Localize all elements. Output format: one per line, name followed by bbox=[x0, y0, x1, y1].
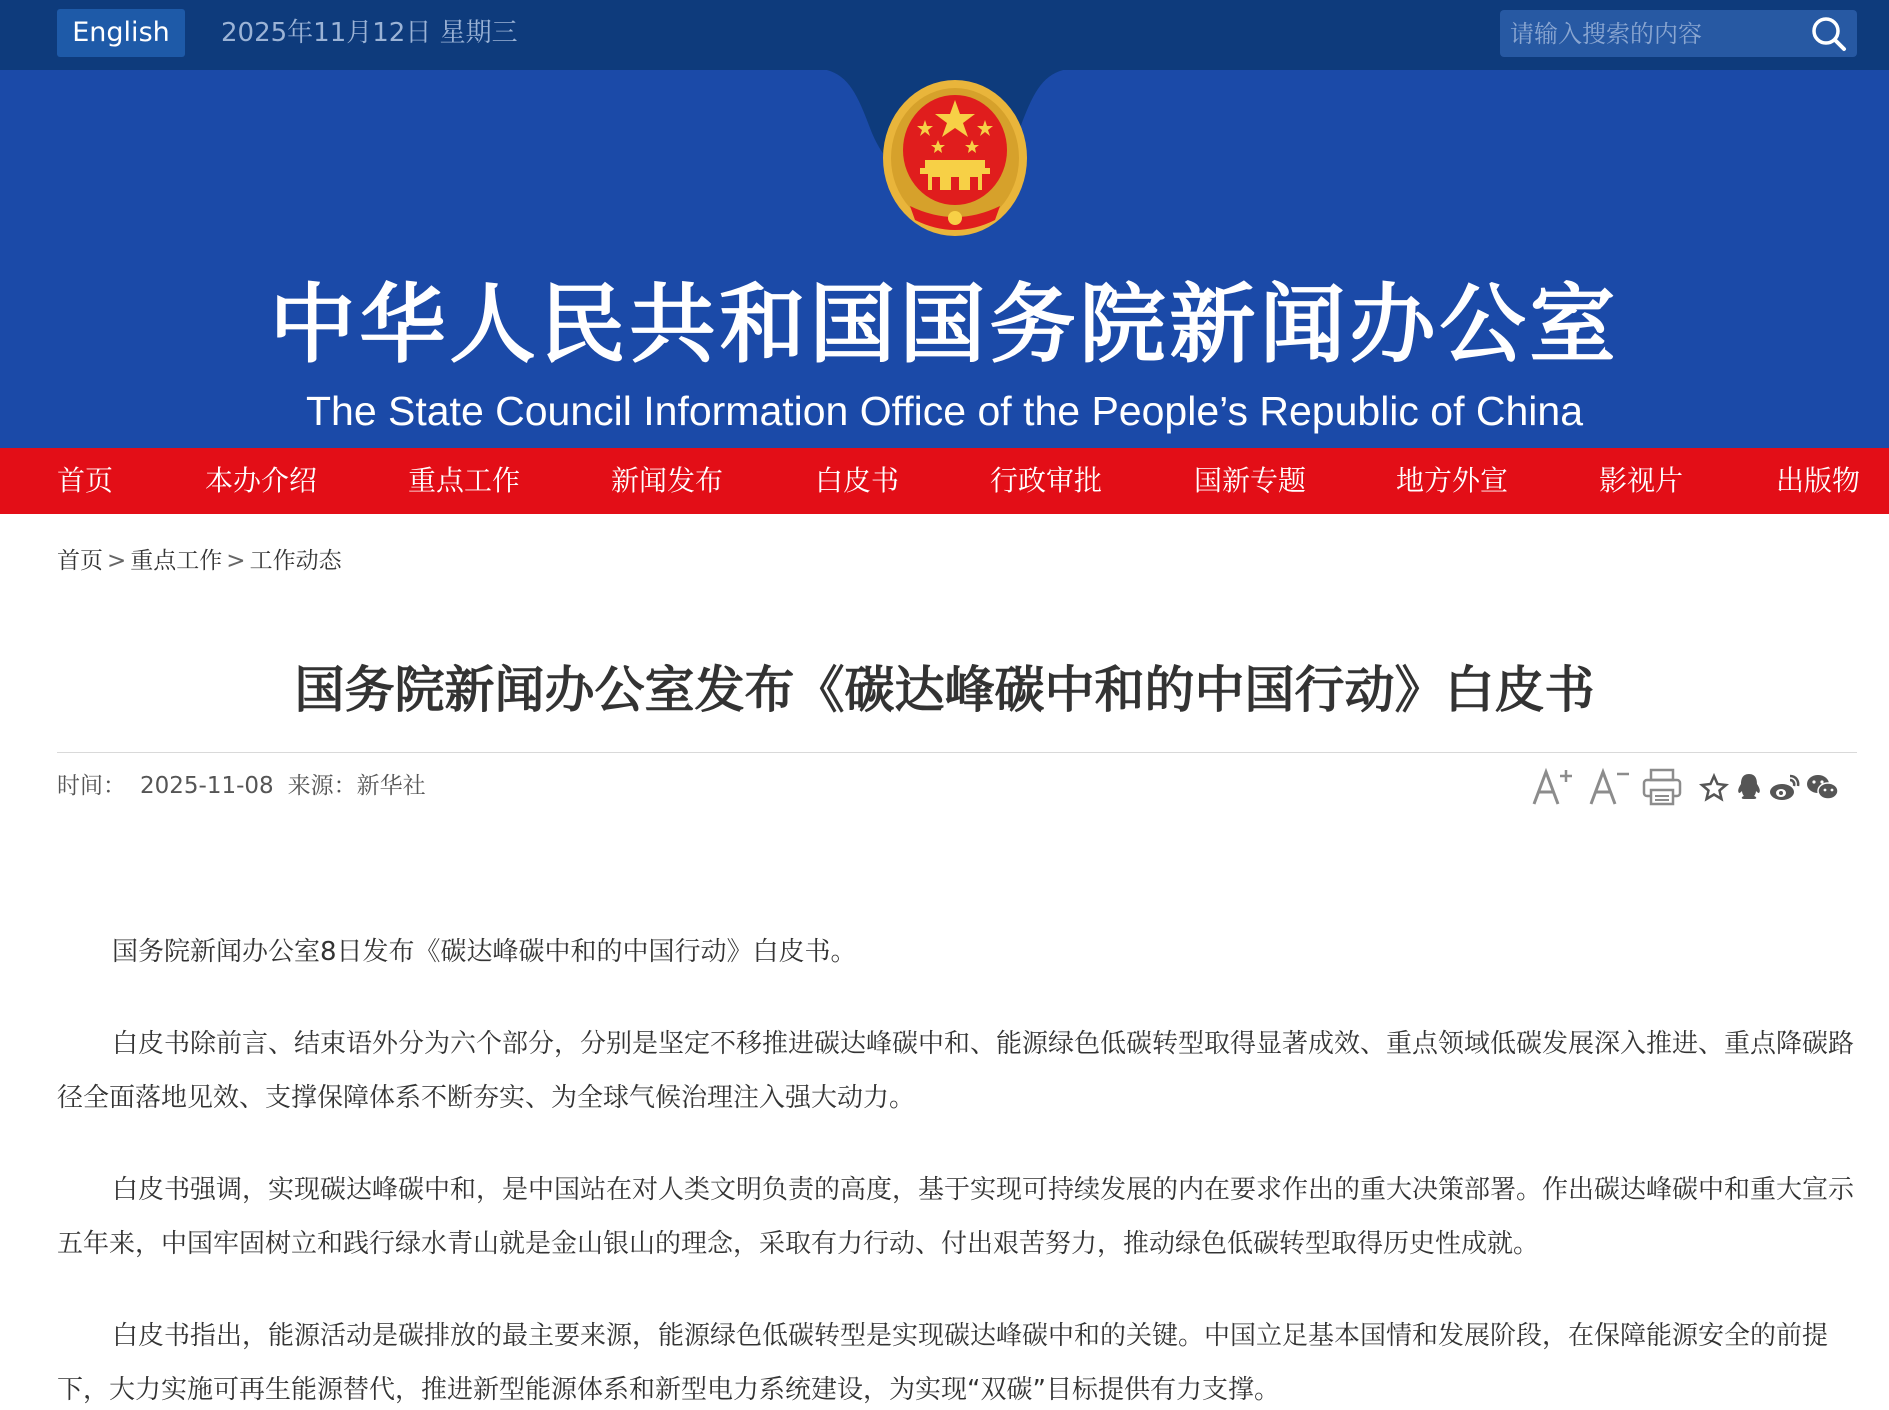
publish-time: 2025-11-08 bbox=[140, 773, 274, 799]
search-icon[interactable] bbox=[1809, 14, 1849, 54]
search-input[interactable] bbox=[1510, 10, 1800, 57]
breadcrumb-work-news[interactable]: 工作动态 bbox=[249, 548, 342, 574]
current-date: 2025年11月12日 星期三 bbox=[221, 18, 518, 48]
header-banner bbox=[0, 70, 1889, 448]
wechat-share-icon[interactable] bbox=[1805, 762, 1841, 812]
favorite-icon[interactable] bbox=[1698, 762, 1730, 812]
national-emblem bbox=[880, 78, 1030, 243]
source-value: 新华社 bbox=[356, 773, 426, 799]
font-increase-icon[interactable] bbox=[1530, 762, 1574, 812]
main-nav bbox=[0, 448, 1889, 514]
nav-item-home[interactable]: 首页 bbox=[57, 464, 114, 497]
breadcrumb bbox=[57, 543, 342, 579]
breadcrumb-separator: > bbox=[226, 548, 246, 574]
breadcrumb-separator: > bbox=[107, 548, 127, 574]
article-paragraph: 白皮书除前言、结束语外分为六个部分，分别是坚定不移推进碳达峰碳中和、能源绿色低碳转型取得显著成效、重点领域低碳发展深入推进、重点降碳路径全面落地见效、支撑保障体系不断夯实、为全球气候治理注入强大动力。 bbox=[57, 1029, 1855, 1113]
nav-item-local-publicity[interactable]: 地方外宣 bbox=[1396, 464, 1509, 497]
top-bar bbox=[0, 0, 1889, 70]
print-icon[interactable] bbox=[1640, 762, 1684, 812]
nav-item-white-papers[interactable]: 白皮书 bbox=[815, 464, 900, 497]
nav-item-special-topics[interactable]: 国新专题 bbox=[1194, 464, 1307, 497]
search-box bbox=[1500, 10, 1857, 57]
site-title-chinese: 中华人民共和国国务院新闻办公室 bbox=[269, 275, 1620, 375]
publish-time-label: 时间： bbox=[57, 773, 126, 799]
breadcrumb-home[interactable]: 首页 bbox=[57, 548, 103, 574]
nav-item-key-work[interactable]: 重点工作 bbox=[408, 464, 521, 497]
article-paragraph: 白皮书指出，能源活动是碳排放的最主要来源，能源绿色低碳转型是实现碳达峰碳中和的关键。中国立足基本国情和发展阶段，在保障能源安全的前提下，大力实施可再生能源替代，推进新型能源体系和新型电力系统建设，为实现“双碳”目标提供有力支撑。 bbox=[57, 1321, 1829, 1405]
english-button[interactable]: English bbox=[57, 9, 185, 57]
nav-item-administrative-approval[interactable]: 行政审批 bbox=[990, 464, 1103, 497]
nav-item-publications[interactable]: 出版物 bbox=[1776, 464, 1861, 497]
article-meta bbox=[57, 768, 440, 804]
font-decrease-icon[interactable] bbox=[1587, 762, 1631, 812]
weibo-share-icon[interactable] bbox=[1768, 762, 1802, 812]
article-tools bbox=[1530, 762, 1860, 812]
title-divider bbox=[57, 752, 1857, 753]
article-paragraph: 国务院新闻办公室8日发布《碳达峰碳中和的中国行动》白皮书。 bbox=[112, 937, 857, 967]
article-title: 国务院新闻办公室发布《碳达峰碳中和的中国行动》白皮书 bbox=[294, 661, 1595, 719]
article-paragraph: 白皮书强调，实现碳达峰碳中和，是中国站在对人类文明负责的高度，基于实现可持续发展的内在要求作出的重大决策部署。作出碳达峰碳中和重大宣示五年来，中国牢固树立和践行绿水青山就是金山银山的理念，采取有力行动、付出艰苦努力，推动绿色低碳转型取得历史性成就。 bbox=[57, 1175, 1855, 1259]
qq-share-icon[interactable] bbox=[1733, 762, 1765, 812]
nav-item-about[interactable]: 本办介绍 bbox=[205, 464, 318, 497]
nav-item-press-releases[interactable]: 新闻发布 bbox=[611, 464, 724, 497]
article-content bbox=[57, 925, 1857, 1410]
nav-item-films[interactable]: 影视片 bbox=[1599, 464, 1684, 497]
source-label: 来源： bbox=[287, 773, 357, 799]
site-title-english: The State Council Information Office of the People’s Republic of China bbox=[305, 388, 1584, 434]
breadcrumb-key-work[interactable]: 重点工作 bbox=[130, 548, 223, 574]
